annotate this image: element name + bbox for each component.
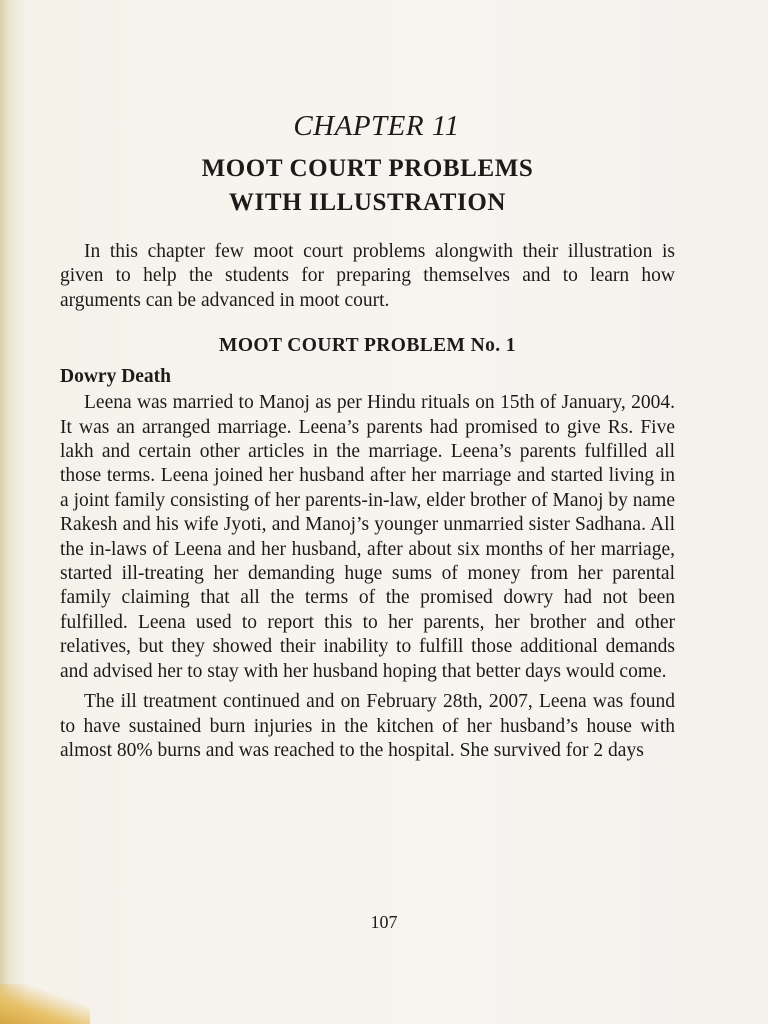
page-number: 107 [370, 912, 398, 932]
body-paragraph: Leena was married to Manoj as per Hindu rituals on 15th of January, 2004. It was an arranged marriage. Leena’s parents had promised to give Rs. Five lakh and certain other articles in the marriage. Leena’s parents fulfilled all those terms. Leena joined her husband after her marriage and started living in a joint family consisting of her parents-in-law, elder brother of Manoj by name Rakesh and his wife Jyoti, and Manoj’s younger unmarried sister Sadhana. All the in-laws of Leena and her husband, after about six months of her marriage, started ill-treating her demanding huge sums of money from her parental family claiming that all the terms of the promised dowry had not been fulfilled. Leena used to report this to her parents, her brother and other relatives, but they showed their inability to fulfill those additional demands and advised her to stay with her husband hoping that better days would come. [60, 392, 675, 682]
chapter-number: CHAPTER 11 [293, 110, 460, 142]
chapter-title [60, 152, 675, 220]
section-subheading: Dowry Death [60, 366, 172, 388]
section-title: MOOT COURT PROBLEM No. 1 [219, 335, 516, 357]
chapter-title-line-1: MOOT COURT PROBLEMS [201, 155, 534, 182]
intro-paragraph: In this chapter few moot court problems alongwith their illustration is given to help the students for preparing themselves and to learn how arguments can be advanced in moot court. [60, 241, 675, 311]
chapter-title-line-2: WITH ILLUSTRATION [228, 189, 507, 216]
body-paragraph: The ill treatment continued and on February 28th, 2007, Leena was found to have sustained burn injuries in the kitchen of her husband’s house with almost 80% burns and was reached to the hospital. She survived for 2 days [60, 691, 675, 761]
page-text-block [60, 108, 675, 763]
page-edge-shadow [0, 984, 90, 1024]
